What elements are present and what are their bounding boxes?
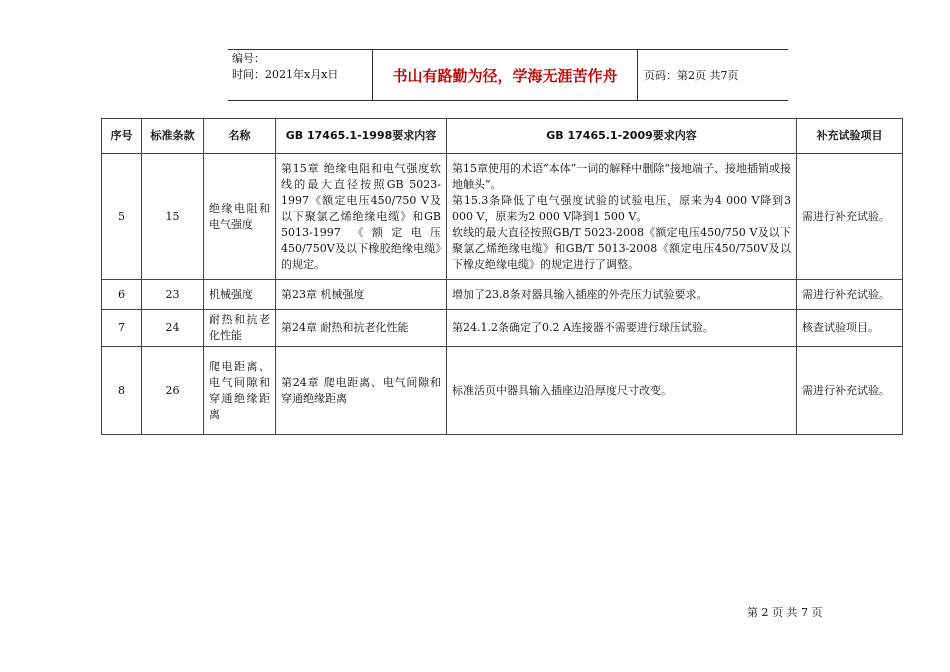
header-page-number: 页码：第2页 共7页 (644, 69, 739, 82)
col-header-old-requirements: GB 17465.1-1998要求内容 (276, 119, 447, 154)
new-requirement-line: 第24.1.2条确定了0.2 A连接器不需要进行球压试验。 (452, 321, 714, 334)
col-header-supplementary-test: 补充试验项目 (797, 119, 903, 154)
row-old-requirement: 第24章 耐热和抗老化性能 (276, 310, 447, 347)
comparison-table (101, 118, 903, 435)
row-number: 8 (102, 347, 142, 435)
col-header-number: 序号 (102, 119, 142, 154)
header-info (228, 50, 373, 100)
new-requirement-line: 标准活页中器具输入插座边沿厚度尺寸改变。 (452, 383, 672, 397)
row-new-requirement (447, 310, 797, 347)
row-clause: 24 (142, 310, 204, 347)
row-name: 爬电距离、电气间隙和穿通绝缘距离 (204, 347, 276, 435)
row-name: 机械强度 (204, 280, 276, 310)
table-header-row (102, 119, 903, 154)
new-requirement-line: 第15.3条降低了电气强度试验的试验电压，原来为4 000 V降到3 000 V，原来为2 000 V降到1 500 V。 (452, 193, 791, 223)
row-number: 5 (102, 154, 142, 280)
row-number: 6 (102, 280, 142, 310)
table-row (102, 310, 903, 347)
row-new-requirement (447, 280, 797, 310)
table-row (102, 280, 903, 310)
new-requirement-line: 软线的最大直径按照GB/T 5023-2008《额定电压450/750 V及以下聚氯乙烯绝缘电缆》和GB/T 5013-2008《额定电压450/750V及以下橡皮绝缘电缆》的规定进行了调整。 (452, 225, 791, 271)
row-number: 7 (102, 310, 142, 347)
row-old-requirement: 第23章 机械强度 (276, 280, 447, 310)
row-supplementary-test: 核查试验项目。 (797, 310, 903, 347)
row-new-requirement (447, 154, 797, 280)
row-name: 绝缘电阻和电气强度 (204, 154, 276, 280)
new-requirement-line: 增加了23.8条对器具输入插座的外壳压力试验要求。 (452, 287, 708, 301)
row-new-requirement (447, 347, 797, 435)
row-name: 耐热和抗老化性能 (204, 310, 276, 347)
page-footer: 第 2 页 共 7 页 (747, 606, 823, 619)
new-requirement-line: 第15章使用的术语“本体”一词的解释中删除“接地端子、接地插销或接地触头”。 (452, 161, 791, 191)
document-number-label: 编号： (232, 52, 265, 65)
col-header-clause: 标准条款 (142, 119, 204, 154)
table-row (102, 347, 903, 435)
row-clause: 15 (142, 154, 204, 280)
row-clause: 26 (142, 347, 204, 435)
header-motto: 书山有路勤为径，学海无涯苦作舟 (373, 50, 638, 100)
row-old-requirement: 第15章 绝缘电阻和电气强度软线的最大直径按照GB 5023-1997《额定电压450/750 V及以下聚氯乙烯绝缘电缆》和GB 5013-1997 《额定电压450/750V及以下橡胶绝缘电缆》的规定。 (276, 154, 447, 280)
col-header-new-requirements: GB 17465.1-2009要求内容 (447, 119, 797, 154)
col-header-name: 名称 (204, 119, 276, 154)
row-old-requirement: 第24章 爬电距离、电气间隙和穿通绝缘距离 (276, 347, 447, 435)
row-supplementary-test: 需进行补充试验。 (797, 154, 903, 280)
row-clause: 23 (142, 280, 204, 310)
page-header (228, 49, 788, 101)
document-date: 时间：2021年x月x日 (232, 68, 339, 81)
row-supplementary-test: 需进行补充试验。 (797, 347, 903, 435)
table-row (102, 154, 903, 280)
row-supplementary-test: 需进行补充试验。 (797, 280, 903, 310)
